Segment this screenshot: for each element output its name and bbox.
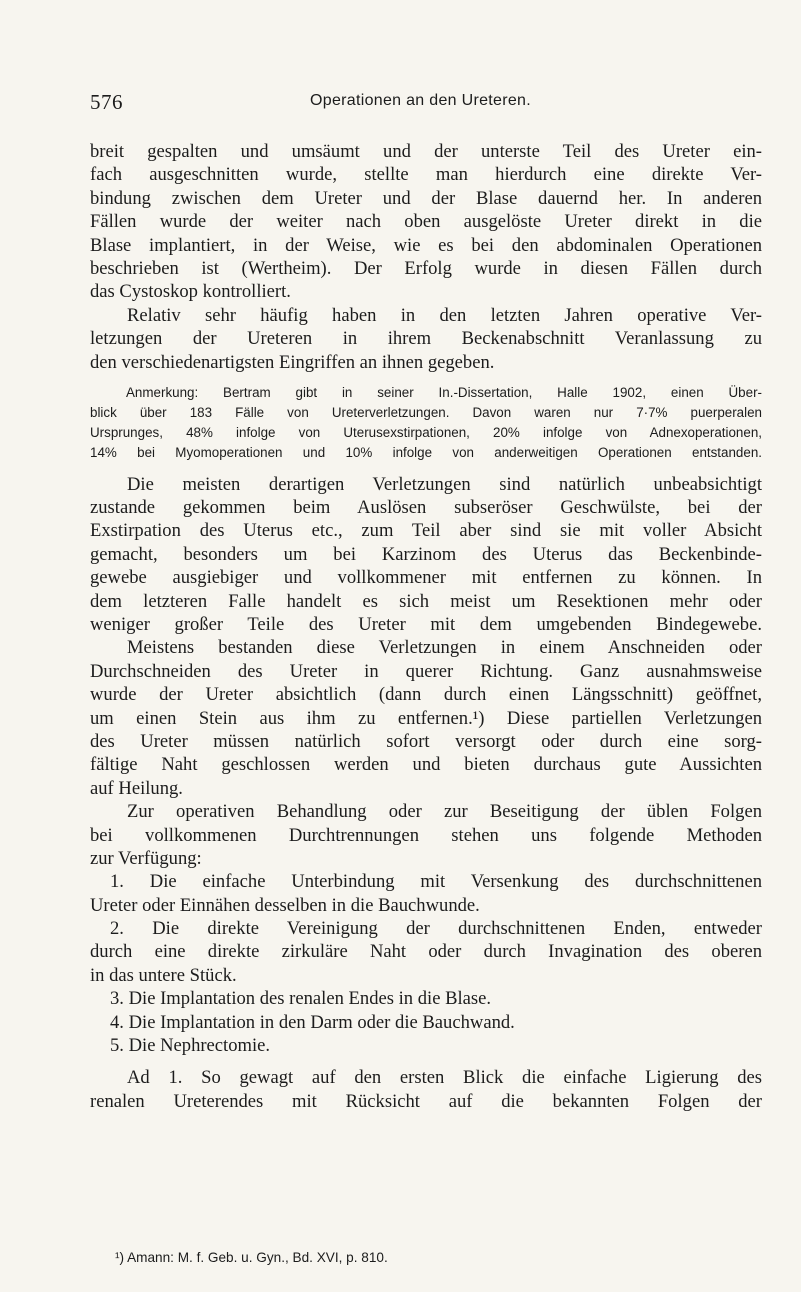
page-body [90, 140, 762, 1113]
page-number: 576 [90, 90, 123, 114]
annotation-line: 14% bei Myomoperationen und 10% infolge von anderweitigen Operationen entstanden. [90, 445, 762, 461]
text-line: Ad 1. So gewagt auf den ersten Blick die einfache Ligierung des [127, 1067, 762, 1089]
list-item: 1. Die einfache Unterbindung mit Versenkung des durchschnittenen [110, 871, 762, 893]
text-line: wurde der Ureter absichtlich (dann durch einen Längsschnitt) geöffnet, [90, 684, 762, 706]
text-line: bindung zwischen dem Ureter und der Blase dauernd her. In anderen [90, 187, 762, 209]
text-line: des Ureter müssen natürlich sofort versorgt oder durch eine sorg- [90, 730, 762, 752]
text-line: weniger großer Teile des Ureter mit dem umgebenden Bindegewebe. [90, 614, 762, 635]
list-item: 4. Die Implantation in den Darm oder die Bauchwand. [110, 1011, 515, 1033]
footnote: ¹) Amann: M. f. Geb. u. Gyn., Bd. XVI, p. 810. [115, 1250, 388, 1265]
text-line: fältige Naht geschlossen werden und bieten durchaus gute Aussichten [90, 754, 762, 776]
list-item: 3. Die Implantation des renalen Endes in die Blase. [110, 988, 492, 1010]
text-line: Die meisten derartigen Verletzungen sind natürlich unbeabsichtigt [127, 473, 762, 495]
list-item-continuation: durch eine direkte zirkuläre Naht oder durch Invagination des oberen [90, 941, 762, 963]
text-line: bei vollkommenen Durchtrennungen stehen uns folgende Methoden [90, 824, 762, 846]
text-line: um einen Stein aus ihm zu entfernen.¹) Diese partiellen Verletzungen [90, 707, 762, 729]
text-line: letzungen der Ureteren in ihrem Beckenabschnitt Veranlassung zu [90, 328, 762, 350]
list-item-continuation: in das untere Stück. [90, 964, 237, 986]
annotation-line: Anmerkung: Bertram gibt in seiner In.-Dissertation, Halle 1902, einen Über- [126, 384, 762, 400]
text-line: Meistens bestanden diese Verletzungen in einem Anschneiden oder [127, 637, 762, 659]
list-item-continuation: Ureter oder Einnähen desselben in die Bauchwunde. [90, 894, 480, 916]
text-line: gewebe ausgiebiger und vollkommener mit entfernen zu können. In [90, 567, 762, 589]
annotation-line: blick über 183 Fälle von Ureterverletzungen. Davon waren nur 7·7% puerperalen [90, 405, 762, 421]
text-line: Durchschneiden des Ureter in querer Richtung. Ganz ausnahmsweise [90, 660, 762, 682]
list-item: 2. Die direkte Vereinigung der durchschnittenen Enden, entweder [110, 918, 762, 940]
text-line: Zur operativen Behandlung oder zur Beseitigung der üblen Folgen [127, 801, 762, 823]
annotation-line: Ursprunges, 48% infolge von Uterusexstirpationen, 20% infolge von Adnexoperationen, [90, 425, 762, 441]
text-line: Exstirpation des Uterus etc., zum Teil aber sind sie mit voller Absicht [90, 520, 762, 542]
text-line: breit gespalten und umsäumt und der unterste Teil des Ureter ein- [90, 141, 762, 162]
text-line: den verschiedenartigsten Eingriffen an ihnen gegeben. [90, 351, 495, 373]
page-header [90, 90, 760, 116]
list-item: 5. Die Nephrectomie. [110, 1035, 271, 1057]
running-head: Operationen an den Ureteren. [310, 92, 531, 109]
text-line: auf Heilung. [90, 777, 183, 799]
text-line: Relativ sehr häufig haben in den letzten Jahren operative Ver- [127, 304, 762, 326]
text-line: beschrieben ist (Wertheim). Der Erfolg wurde in diesen Fällen durch [90, 257, 762, 279]
text-line: fach ausgeschnitten wurde, stellte man hierdurch eine direkte Ver- [90, 164, 762, 186]
text-line: das Cystoskop kontrolliert. [90, 281, 291, 303]
text-line: Fällen wurde der weiter nach oben ausgelöste Ureter direkt in die [90, 211, 762, 233]
text-line: renalen Ureterendes mit Rücksicht auf die bekannten Folgen der [90, 1090, 762, 1112]
text-line: dem letzteren Falle handelt es sich meist um Resektionen mehr oder [90, 590, 762, 612]
text-line: zur Verfügung: [90, 847, 202, 869]
text-line: zustande gekommen beim Auslösen subseröser Geschwülste, bei der [90, 497, 762, 519]
text-line: gemacht, besonders um bei Karzinom des Uterus das Beckenbinde- [90, 543, 762, 565]
text-line: Blase implantiert, in der Weise, wie es bei den abdominalen Operationen [90, 234, 762, 256]
